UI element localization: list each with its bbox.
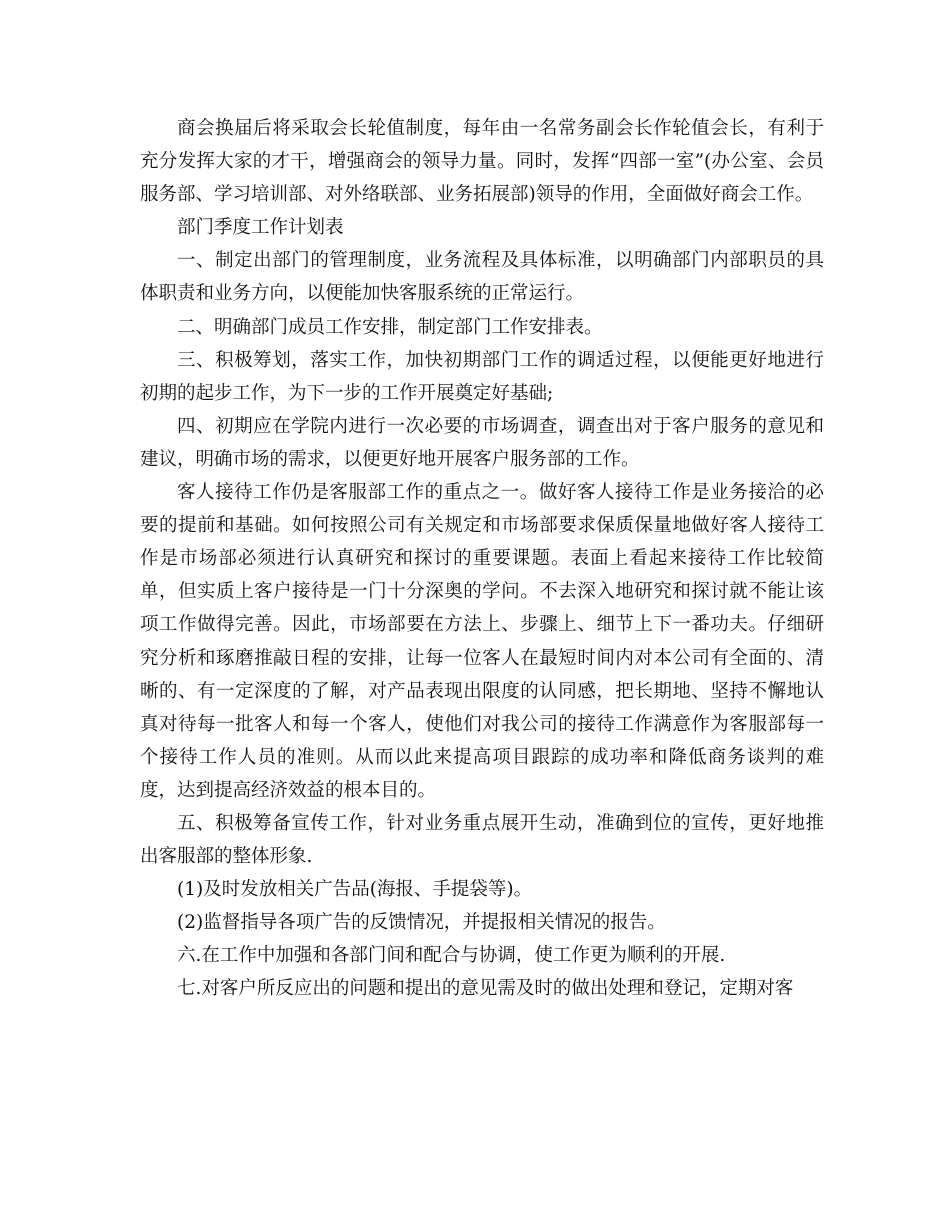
paragraph-item-7: 七.对客户所反应出的问题和提出的意见需及时的做出处理和登记，定期对客 [177,978,794,1000]
paragraph-item-3: 三、积极筹划，落实工作，加快初期部门工作的调适过程，以便能更好地进行初期的起步工作，为下一步的工作开展奠定好基础; [140,349,824,404]
paragraph-item-5: 五、积极筹备宣传工作，针对业务重点展开生动，准确到位的宣传，更好地推出客服部的整体形象. [140,812,824,868]
paragraph-item-1: 一、制定出部门的管理制度，业务流程及具体标准，以明确部门内部职员的具体职责和业务方向，以便能加快客服系统的正常运行。 [140,250,824,305]
paragraph-item-4: 四、初期应在学院内进行一次必要的市场调查，调查出对于客户服务的意见和建议，明确市场的需求，以便更好地开展客户服务部的工作。 [140,415,824,470]
document-body [140,112,824,1006]
section-heading-quarterly-plan: 部门季度工作计划表 [177,217,344,239]
paragraph-item-2: 二、明确部门成员工作安排，制定部门工作安排表。 [177,316,603,338]
paragraph-reception-work: 客人接待工作仍是客服部工作的重点之一。做好客人接待工作是业务接洽的必要的提前和基础。如何按照公司有关规定和市场部要求保质保量地做好客人接待工作是市场部必须进行认真研究和探讨的重要课题。表面上看起来接待工作比较简单，但实质上客户接待是一门十分深奥的学问。不去深入地研究和探讨就不能让该项工作做得完善。因此，市场部要在方法上、步骤上、细节上下一番功夫。仔细研究分析和琢磨推敲日程的安排，让每一位客人在最短时间内对本公司有全面的、清晰的、有一定深度的了解，对产品表现出限度的认同感，把长期地、坚持不懈地认真对待每一批客人和每一个客人，使他们对我公司的接待工作满意作为客服部每一个接待工作人员的准则。从而以此来提高项目跟踪的成功率和降低商务谈判的难度，达到提高经济效益的根本目的。 [140,482,824,801]
paragraph-rotation-system: 商会换届后将采取会长轮值制度，每年由一名常务副会长作轮值会长，有利于充分发挥大家的才干，增强商会的领导力量。同时，发挥“四部一室”(办公室、会员服务部、学习培训部、对外络联部、业务拓展部)领导的作用，全面做好商会工作。 [140,118,824,206]
paragraph-subitem-1: (1)及时发放相关广告品(海报、手提袋等)。 [177,879,533,901]
paragraph-item-6: 六.在工作中加强和各部门间和配合与协调，使工作更为顺利的开展. [177,945,726,967]
paragraph-subitem-2: (2)监督指导各项广告的反馈情况，并提报相关情况的报告。 [177,912,666,934]
